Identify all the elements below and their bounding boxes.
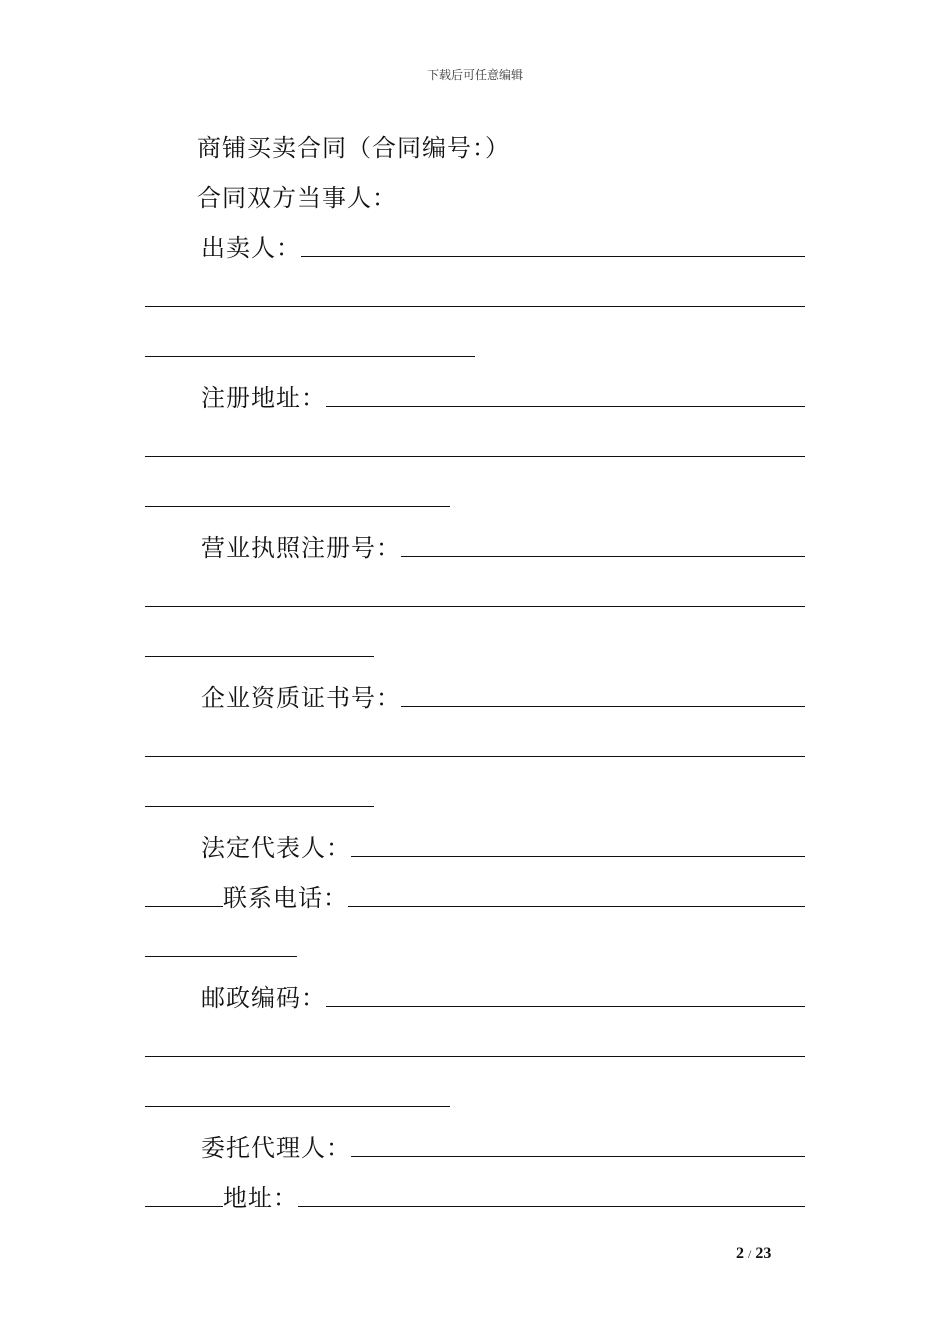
postal-code-label: 邮政编码： — [201, 984, 326, 1012]
address-blank-line[interactable] — [298, 1206, 805, 1207]
business-license-field — [201, 536, 805, 560]
qualification-cert-blank-line-2[interactable] — [145, 756, 805, 757]
postal-code-blank-line-1[interactable] — [326, 1006, 805, 1007]
postal-code-field — [201, 986, 805, 1010]
seller-blank-row-2 — [145, 286, 805, 310]
authorized-agent-label: 委托代理人： — [201, 1134, 351, 1162]
registered-address-blank-row-2 — [145, 436, 805, 460]
legal-representative-blank-line[interactable] — [351, 856, 805, 857]
address-label: 地址： — [223, 1184, 298, 1212]
qualification-cert-blank-line-1[interactable] — [401, 706, 805, 707]
contact-phone-blank-line-1[interactable] — [348, 906, 805, 907]
contact-phone-blank-row-2 — [145, 936, 297, 960]
seller-field — [201, 236, 805, 260]
authorized-agent-blank-line-2[interactable] — [145, 1206, 223, 1207]
business-license-blank-line-3[interactable] — [145, 656, 374, 657]
legal-representative-field — [201, 836, 805, 860]
seller-blank-row-3 — [145, 336, 475, 360]
seller-blank-line-2[interactable] — [145, 306, 805, 307]
qualification-cert-field — [201, 686, 805, 710]
authorized-agent-field — [201, 1136, 805, 1160]
qualification-cert-blank-row-3 — [145, 786, 374, 810]
contract-title-text: 商铺买卖合同（合同编号：） — [197, 134, 510, 162]
postal-code-blank-line-3[interactable] — [145, 1106, 450, 1107]
legal-representative-label: 法定代表人： — [201, 834, 351, 862]
qualification-cert-label: 企业资质证书号： — [201, 684, 401, 712]
postal-code-blank-row-2 — [145, 1036, 805, 1060]
authorized-agent-blank-line[interactable] — [351, 1156, 805, 1157]
registered-address-blank-line-1[interactable] — [326, 406, 805, 407]
total-pages: 23 — [755, 1245, 772, 1262]
registered-address-label: 注册地址： — [201, 384, 326, 412]
registered-address-blank-row-3 — [145, 486, 450, 510]
contact-phone-field — [145, 886, 805, 910]
business-license-blank-row-2 — [145, 586, 805, 610]
contact-phone-label: 联系电话： — [223, 884, 348, 912]
postal-code-blank-line-2[interactable] — [145, 1056, 805, 1057]
registered-address-blank-line-3[interactable] — [145, 506, 450, 507]
business-license-blank-row-3 — [145, 636, 374, 660]
seller-label: 出卖人： — [201, 234, 301, 262]
business-license-blank-line-2[interactable] — [145, 606, 805, 607]
page-separator: / — [748, 1247, 752, 1261]
registered-address-blank-line-2[interactable] — [145, 456, 805, 457]
seller-blank-line-1[interactable] — [301, 256, 805, 257]
page-header: 下载后可任意编辑 — [426, 68, 523, 82]
contract-title — [197, 136, 510, 160]
business-license-blank-line-1[interactable] — [401, 556, 805, 557]
contact-phone-blank-line-2[interactable] — [145, 956, 297, 957]
seller-blank-line-3[interactable] — [145, 356, 475, 357]
legal-representative-blank-line-2[interactable] — [145, 906, 223, 907]
page-number — [736, 1245, 771, 1263]
parties-heading-text: 合同双方当事人： — [197, 184, 397, 212]
parties-heading — [197, 186, 397, 210]
address-field — [145, 1186, 805, 1210]
qualification-cert-blank-row-2 — [145, 736, 805, 760]
current-page: 2 — [736, 1245, 744, 1262]
registered-address-field — [201, 386, 805, 410]
qualification-cert-blank-line-3[interactable] — [145, 806, 374, 807]
postal-code-blank-row-3 — [145, 1086, 450, 1110]
business-license-label: 营业执照注册号： — [201, 534, 401, 562]
